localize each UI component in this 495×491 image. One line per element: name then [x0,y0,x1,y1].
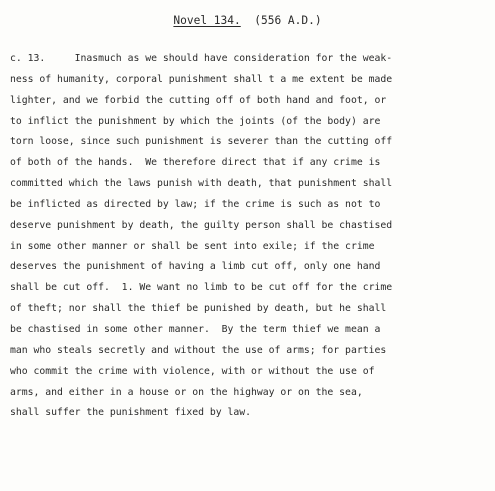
text-line: lighter, and we forbid the cutting off of both hand and foot, or [10,94,387,106]
text-line: deserves the punishment of having a limb cut off, only one hand [10,261,381,273]
text-line: who commit the crime with violence, with or without the use of [10,365,375,377]
text-line: deserve punishment by death, the guilty person shall be chastised [10,219,393,231]
text-line: to inflict the punishment by which the joints (of the body) are [10,115,381,127]
text-line: ness of humanity, corporal punishment shall t a me extent be made [10,73,393,85]
document-body [10,49,488,424]
text-line: be inflicted as directed by law; if the crime is such as not to [10,198,381,210]
text-line: be chastised in some other manner. By the term thief we mean a [10,323,381,335]
text-line: c. 13. Inasmuch as we should have consideration for the weak- [10,53,393,64]
page-title [0,14,495,27]
text-line: shall suffer the punishment fixed by law. [10,407,252,419]
text-line: in some other manner or shall be sent into exile; if the crime [10,240,375,252]
text-line: committed which the laws punish with death, that punishment shall [10,178,393,190]
text-line: torn loose, since such punishment is severer than the cutting off [10,136,393,148]
text-line: of both of the hands. We therefore direct that if any crime is [10,157,381,169]
text-line: man who steals secretly and without the use of arms; for parties [10,344,387,356]
novel-number: Novel 134. [173,14,241,27]
novel-date: (556 A.D.) [254,14,322,27]
text-line: shall be cut off. 1. We want no limb to be cut off for the crime [10,282,393,294]
text-line: of theft; nor shall the thief be punished by death, but he shall [10,303,387,315]
text-line: arms, and either in a house or on the highway or on the sea, [10,386,363,398]
